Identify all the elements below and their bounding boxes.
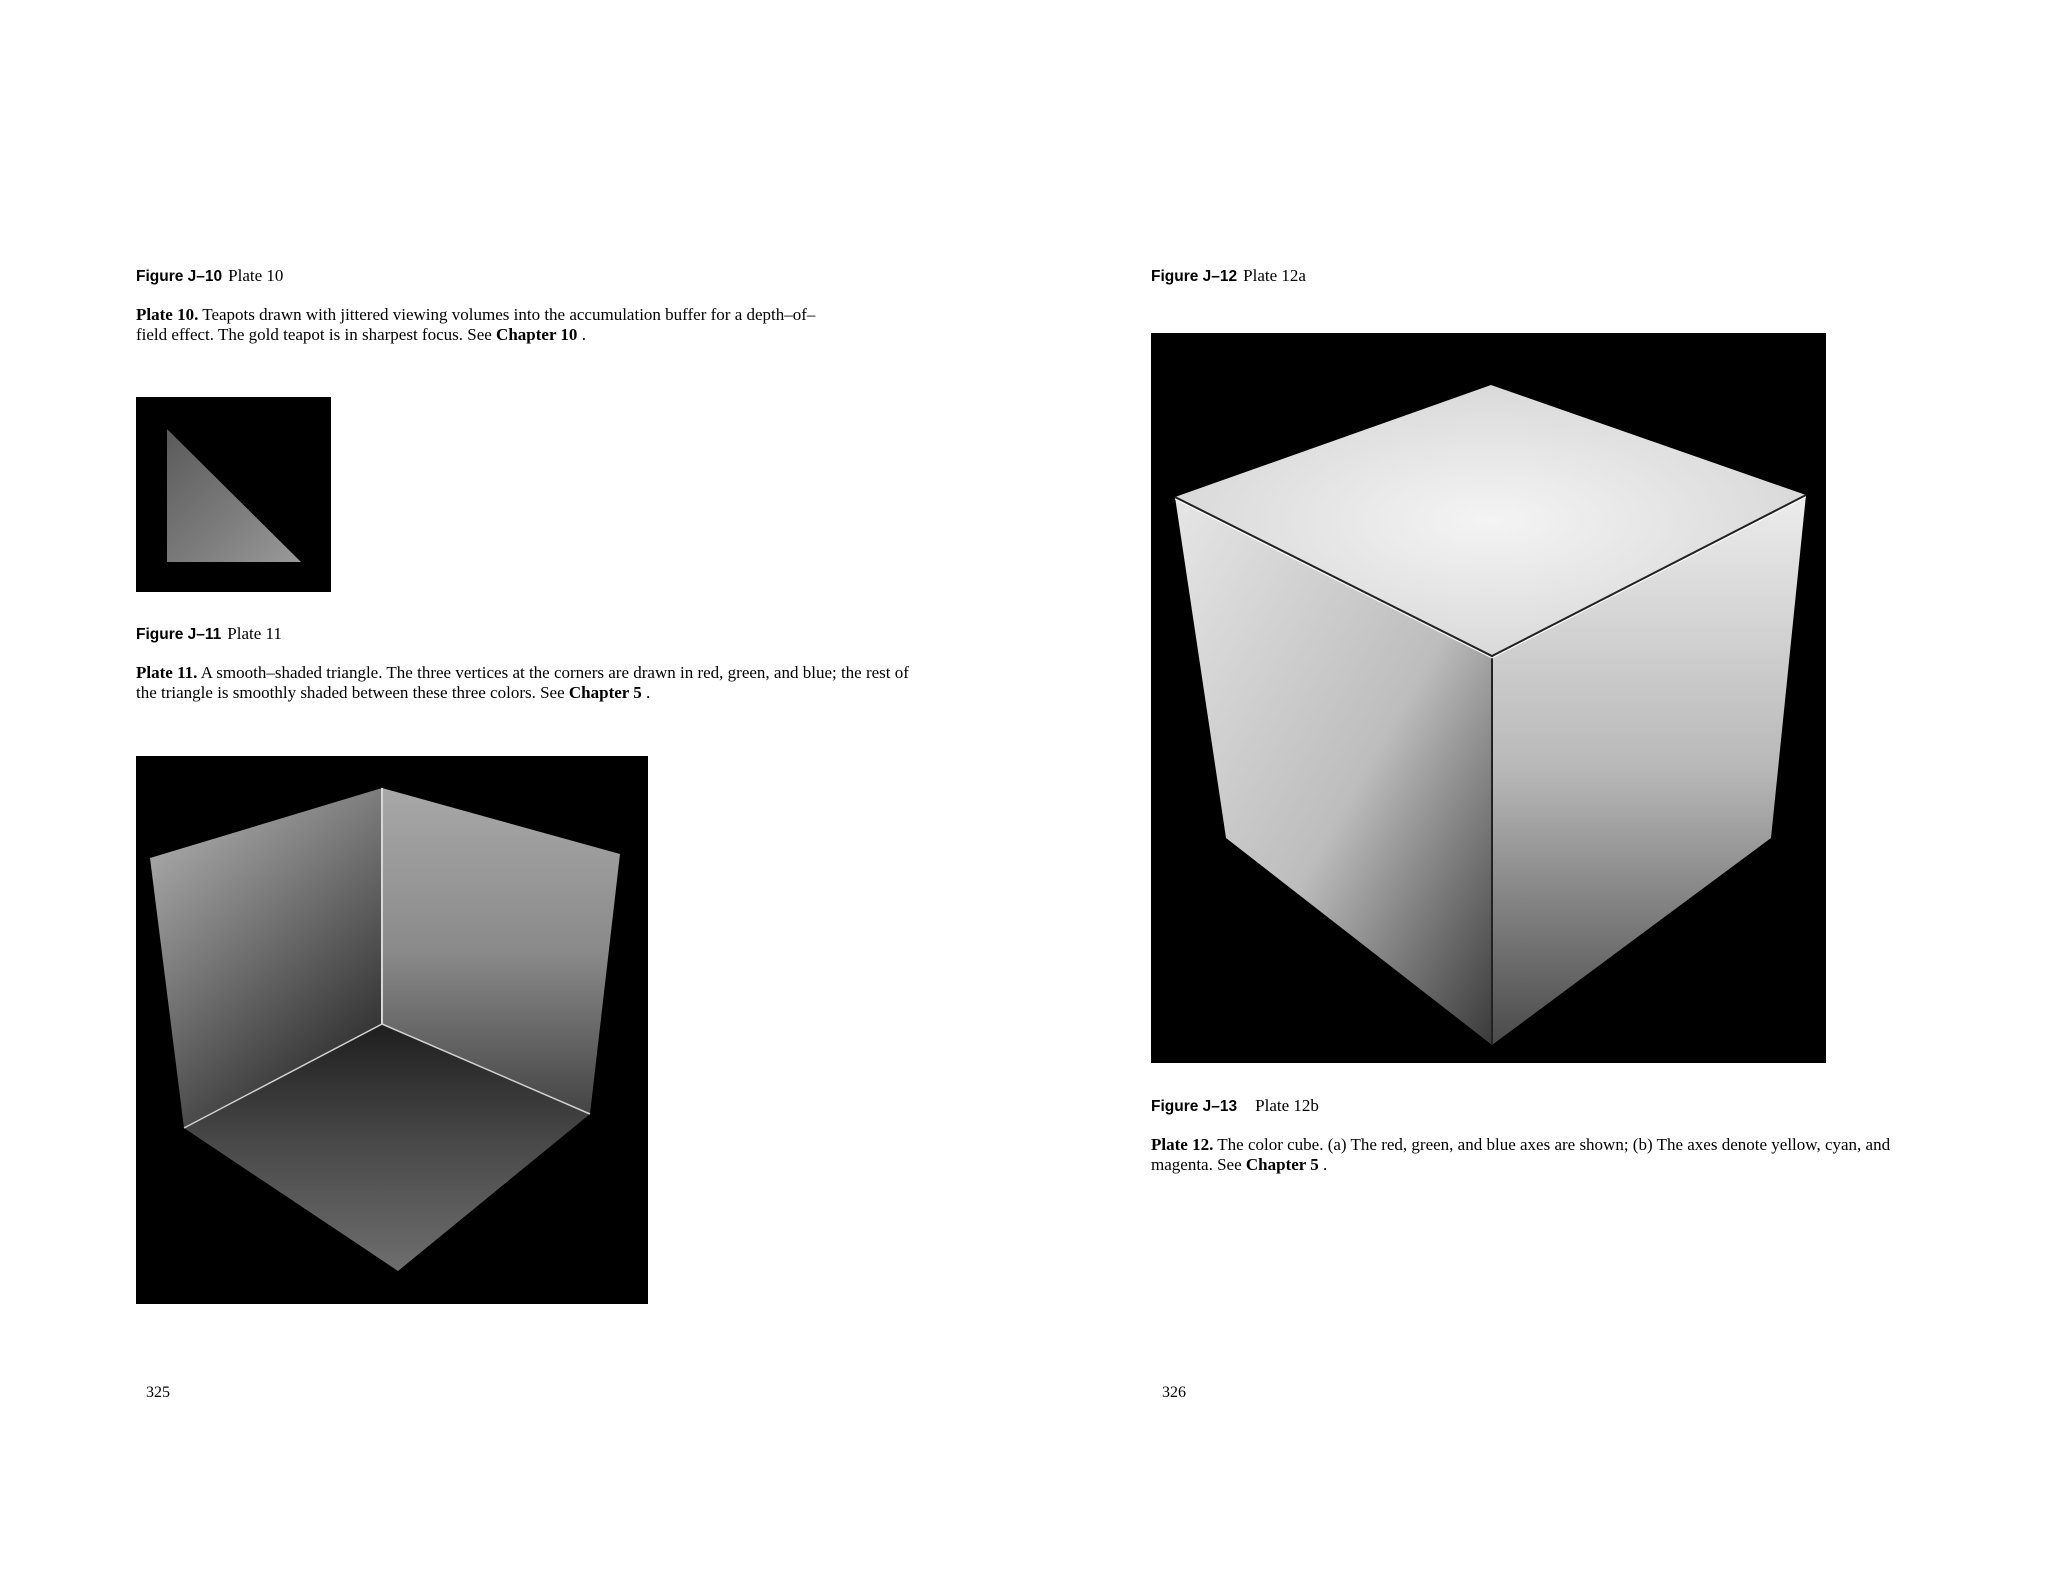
- caption-lead: Plate 11.: [136, 663, 198, 682]
- chapter-link[interactable]: Chapter 5: [568, 683, 642, 702]
- chapter-link[interactable]: Chapter 10: [496, 325, 578, 344]
- figure-label-j12: [1151, 266, 1306, 286]
- plate-10-image: [136, 397, 331, 592]
- plate-11-image: [136, 756, 648, 1304]
- figure-number: Figure J–13: [1151, 1098, 1238, 1115]
- figure-number: Figure J–11: [136, 626, 222, 643]
- caption-text: Teapots drawn with jittered viewing volumes into the accumulation buffer for a depth–of–field effect. The gold teapot is in sharpest focus. See: [136, 305, 816, 344]
- caption-text: The color cube. (a) The red, green, and blue axes are shown; (b) The axes denote yellow, cyan, and magenta. See: [1151, 1135, 1891, 1174]
- plate-reference: Plate 12b: [1255, 1096, 1319, 1115]
- page-number: 326: [1162, 1384, 1186, 1401]
- plate-reference: Plate 11: [227, 624, 282, 643]
- figure-number: Figure J–10: [136, 268, 223, 285]
- chapter-link[interactable]: Chapter 5: [1245, 1155, 1319, 1174]
- plate-reference: Plate 10: [228, 266, 284, 285]
- figure-label-j10: [136, 266, 283, 286]
- figure-label-j11: [136, 624, 282, 644]
- caption-lead: Plate 12.: [1151, 1135, 1214, 1154]
- caption-plate-11: [136, 663, 916, 703]
- caption-lead: Plate 10.: [136, 305, 199, 324]
- plate-12a-image: [1151, 333, 1826, 1063]
- figure-label-j13: [1151, 1096, 1319, 1116]
- caption-tail: .: [641, 683, 651, 702]
- caption-tail: .: [577, 325, 586, 344]
- plate-reference: Plate 12a: [1243, 266, 1306, 285]
- caption-tail: .: [1318, 1155, 1328, 1174]
- caption-plate-12: [1151, 1135, 1951, 1175]
- caption-text: A smooth–shaded triangle. The three vertices at the corners are drawn in red, green, and blue; the rest of the triangle is smoothly shaded between these three colors. See: [136, 663, 909, 702]
- figure-number: Figure J–12: [1151, 268, 1238, 285]
- page-number: 325: [146, 1384, 170, 1401]
- right-page: [1024, 0, 2048, 1582]
- caption-plate-10: [136, 305, 846, 345]
